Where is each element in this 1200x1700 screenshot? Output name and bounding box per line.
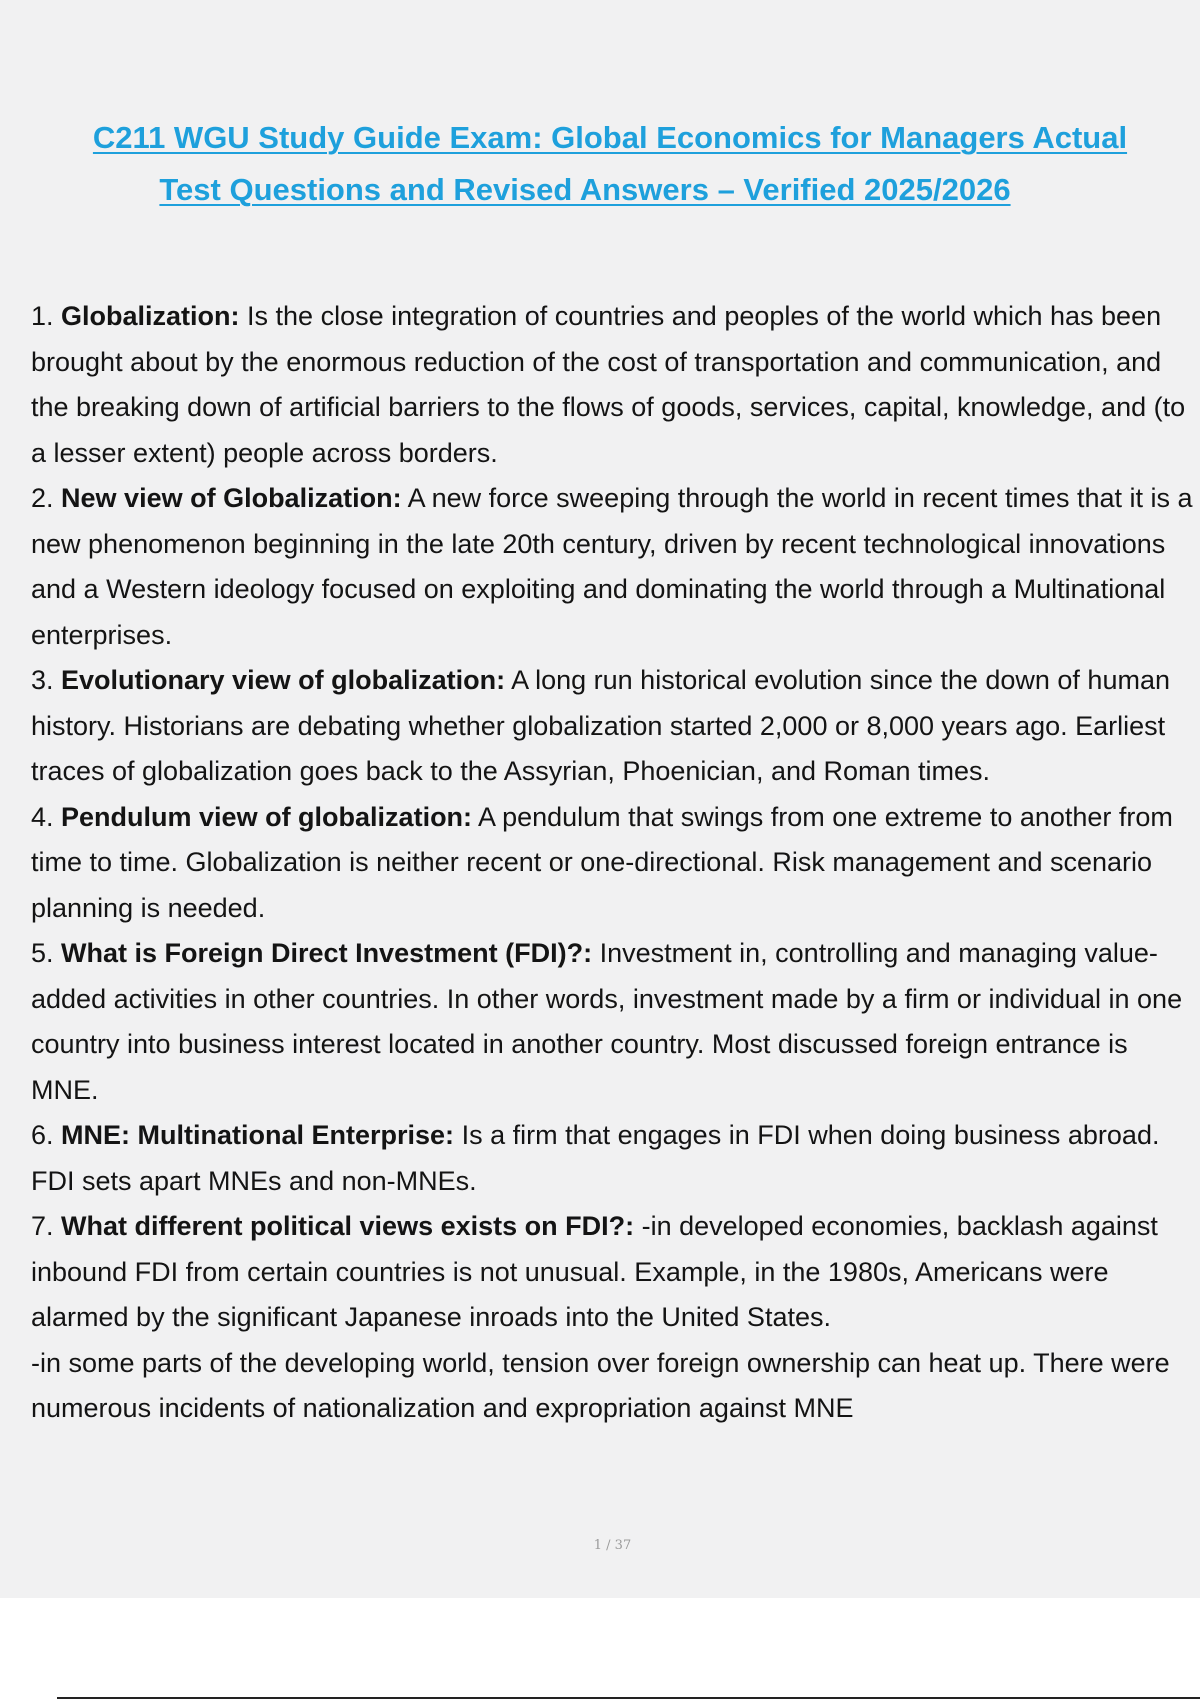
- item-text: -in developed economies, backlash against inbound FDI from certain countries is not unusual. Example, in the 1980s, Americans were alarmed by the significant Japanese inroads into the United States.: [31, 1211, 1158, 1332]
- continuation-paragraph: -in some parts of the developing world, tension over foreign ownership can heat up. There were numerous incidents of nationalization and expropriation against MNE: [31, 1347, 1170, 1423]
- item-number: 3.: [31, 665, 62, 695]
- item-term: MNE: Multinational Enterprise:: [61, 1120, 455, 1150]
- document-body: [31, 294, 1200, 1432]
- item-term: What is Foreign Direct Investment (FDI)?:: [61, 938, 593, 968]
- title-line-2: Test Questions and Revised Answers – Verified 2025/2026: [159, 172, 1011, 207]
- item-text: A long run historical evolution since the down of human history. Historians are debating whether globalization started 2,000 or 8,000 years ago. Earliest traces of globalization goes back to the Assyrian, Phoenician, and Roman times.: [31, 665, 1170, 786]
- item-number: 1.: [31, 301, 62, 331]
- list-item: [31, 931, 1200, 1113]
- item-text: Is the close integration of countries and peoples of the world which has been brought about by the enormous reduction of the cost of transportation and communication, and the breaking down of artificial barriers to the flows of goods, services, capital, knowledge, and (to a lesser extent) people across borders.: [31, 301, 1186, 468]
- item-text: A pendulum that swings from one extreme to another from time to time. Globalization is neither recent or one-directional. Risk management and scenario planning is needed.: [31, 801, 1173, 923]
- item-number: 2.: [31, 483, 62, 513]
- page-divider: [57, 1697, 1200, 1699]
- item-number: 6.: [31, 1120, 62, 1150]
- list-item: [31, 476, 1200, 658]
- item-term: Globalization:: [61, 301, 240, 331]
- list-item: [31, 294, 1200, 476]
- item-number: 7.: [31, 1211, 62, 1241]
- list-item: [31, 658, 1200, 795]
- list-item: [31, 1204, 1200, 1341]
- item-number: 4.: [31, 801, 62, 832]
- item-term: Evolutionary view of globalization:: [61, 665, 506, 695]
- item-number: 5.: [31, 938, 62, 968]
- list-item: [31, 795, 1200, 932]
- item-text: Investment in, controlling and managing value-added activities in other countries. In other words, investment made by a firm or individual in one country into business interest located in another country. Most discussed foreign entrance is MNE.: [31, 938, 1183, 1105]
- title-line-1: C211 WGU Study Guide Exam: Global Economics for Managers Actual: [92, 120, 1128, 155]
- item-term: New view of Globalization:: [61, 483, 402, 513]
- document-title: [0, 112, 1200, 216]
- item-text: Is a firm that engages in FDI when doing business abroad. FDI sets apart MNEs and non-MNEs.: [31, 1120, 1160, 1196]
- page-number: 1 / 37: [593, 1538, 632, 1553]
- item-term: What different political views exists on FDI?:: [61, 1211, 635, 1241]
- item-text: A new force sweeping through the world in recent times that it is a new phenomenon beginning in the late 20th century, driven by recent technological innovations and a Western ideology focused on exploiting and dominating the world through a Multinational enterprises.: [31, 483, 1193, 650]
- item-term: Pendulum view of globalization:: [61, 801, 473, 832]
- list-item: [31, 1113, 1200, 1204]
